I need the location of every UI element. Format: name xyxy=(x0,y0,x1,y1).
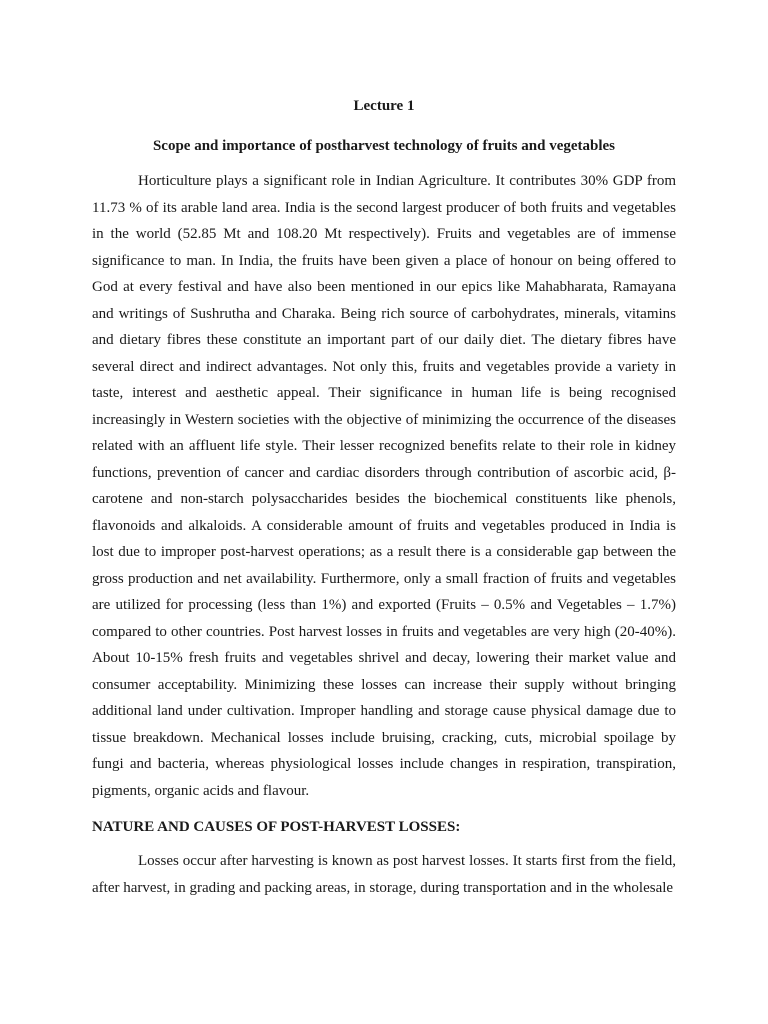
lecture-title: Scope and importance of postharvest technology of fruits and vegetables xyxy=(152,138,616,154)
section-paragraph: Losses occur after harvesting is known as post harvest losses. It starts first from the field, after harvest, in grading and packing areas, in storage, during transportation and in the wholesale xyxy=(92,853,676,896)
document-page xyxy=(92,96,676,901)
intro-paragraph: Horticulture plays a significant role in Indian Agriculture. It contributes 30% GDP from 11.73 % of its arable land area. India is the second largest producer of both fruits and vegetables in the world (52.85 Mt and 108.20 Mt respectively). Fruits and vegetables are of immense significance to man. In India, the fruits have been given a place of honour on being offered to God at every festival and have also been mentioned in our epics like Mahabharata, Ramayana and writings of Sushrutha and Charaka. Being rich source of carbohydrates, minerals, vitamins and dietary fibres these constitute an important part of our daily diet. The dietary fibres have several direct and indirect advantages. Not only this, fruits and vegetables provide a variety in taste, interest and aesthetic appeal. Their significance in human life is being recognised increasingly in Western societies with the objective of minimizing the occurrence of the diseases related with an affluent life style. Their lesser recognized benefits relate to their role in kidney functions, prevention of cancer and cardiac disorders through contribution of ascorbic acid, β-carotene and non-starch polysaccharides besides the biochemical constituents like phenols, flavonoids and alkaloids. A considerable amount of fruits and vegetables produced in India is lost due to improper post-harvest operations; as a result there is a considerable gap between the gross production and net availability. Furthermore, only a small fraction of fruits and vegetables are utilized for processing (less than 1%) and exported (Fruits – 0.5% and Vegetables – 1.7%) compared to other countries. Post harvest losses in fruits and vegetables are very high (20-40%). About 10-15% fresh fruits and vegetables shrivel and decay, lowering their market value and consumer acceptability. Minimizing these losses can increase their supply without bringing additional land under cultivation. Improper handling and storage cause physical damage due to tissue breakdown. Mechanical losses include bruising, cracking, cuts, microbial spoilage by fungi and bacteria, whereas physiological losses include changes in respiration, transpiration, pigments, organic acids and flavour. xyxy=(92,173,676,799)
section-heading: NATURE AND CAUSES OF POST-HARVEST LOSSES: xyxy=(92,819,461,835)
lecture-number: Lecture 1 xyxy=(353,98,415,114)
